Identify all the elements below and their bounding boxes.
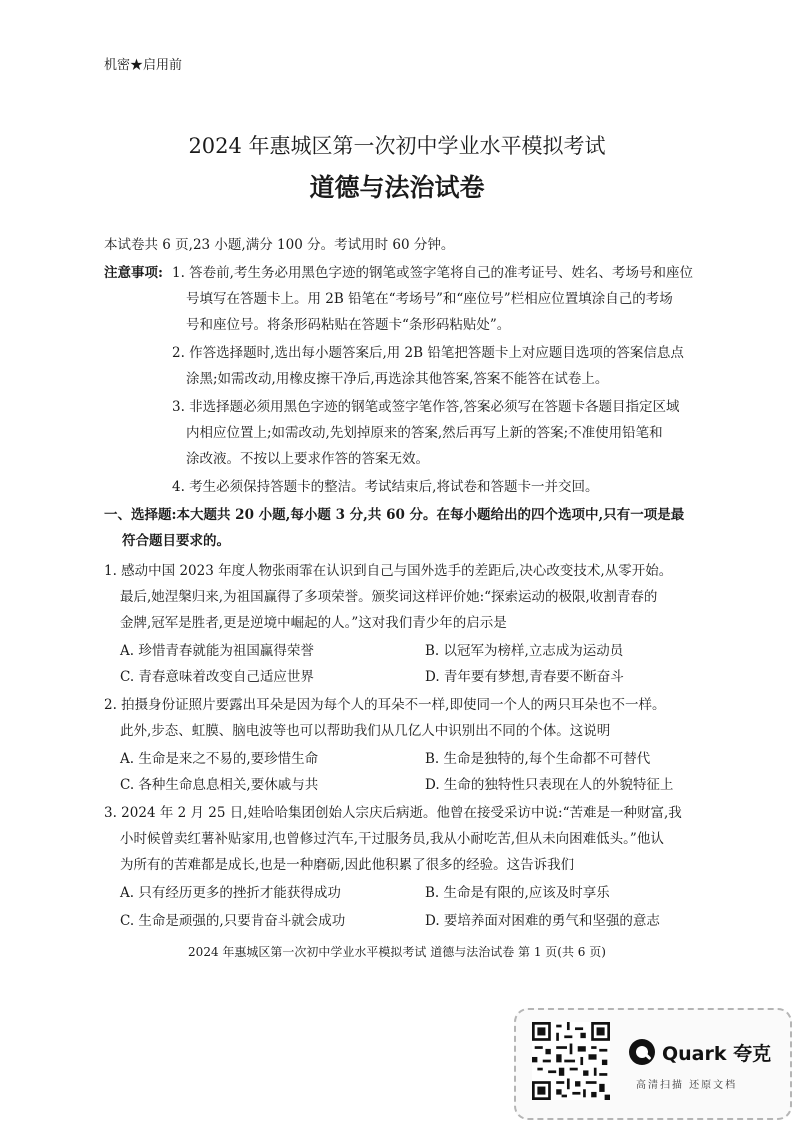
question-3-option-b: B. 生命是有限的,应该及时享乐 xyxy=(425,885,610,901)
question-1-option-a: A. 珍惜青春就能为祖国赢得荣誉 xyxy=(120,643,314,659)
question-1-stem: 1. 感动中国 2023 年度人物张雨霏在认识到自己与国外选手的差距后,决心改变技术,从零开始。 xyxy=(104,563,673,579)
page-footer: 2024 年惠城区第一次初中学业水平模拟考试 道德与法治试卷 第 1 页(共 6 页) xyxy=(188,945,606,959)
question-2-option-c: C. 各种生命息息相关,要休戚与共 xyxy=(120,777,319,793)
question-2-option-d: D. 生命的独特性只表现在人的外貌特征上 xyxy=(425,777,674,793)
exam-title: 2024 年惠城区第一次初中学业水平模拟考试 xyxy=(188,134,606,158)
notice-line: 3. 非选择题必须用黑色字迹的钢笔或签字笔作答,答案必须写在答题卡各题目指定区域 xyxy=(172,399,680,415)
question-2-option-b: B. 生命是独特的,每个生命都不可替代 xyxy=(425,751,651,767)
question-1-stem: 金牌,冠军是胜者,更是逆境中崛起的人。”这对我们青少年的启示是 xyxy=(120,615,507,631)
notice-label: 注意事项: xyxy=(104,265,163,281)
question-3-option-a: A. 只有经历更多的挫折才能获得成功 xyxy=(120,885,341,901)
notice-line: 1. 答卷前,考生务必用黑色字迹的钢笔或签字笔将自己的准考证号、姓名、考场号和座位 xyxy=(172,265,693,281)
question-1-option-b: B. 以冠军为榜样,立志成为运动员 xyxy=(425,643,624,659)
question-3-option-d: D. 要培养面对困难的勇气和坚强的意志 xyxy=(425,913,660,929)
quark-slogan: 高清扫描 还原文档 xyxy=(636,1080,738,1091)
qr-code-icon xyxy=(532,1022,610,1100)
question-3-stem: 3. 2024 年 2 月 25 日,娃哈哈集团创始人宗庆后病逝。他曾在接受采访中说:“苦难是一种财富,我 xyxy=(104,805,682,821)
question-2-stem: 2. 拍摄身份证照片要露出耳朵是因为每个人的耳朵不一样,即使同一个人的两只耳朵也不一样。 xyxy=(104,697,666,713)
question-1-option-c: C. 青春意味着改变自己适应世界 xyxy=(120,669,314,685)
question-2-stem: 此外,步态、虹膜、脑电波等也可以帮助我们从几亿人中识别出不同的个体。这说明 xyxy=(120,723,611,739)
question-3-stem: 为所有的苦难都是成长,也是一种磨砺,因此他积累了很多的经验。这告诉我们 xyxy=(120,857,575,873)
section-heading: 符合题目要求的。 xyxy=(122,533,230,549)
notice-line: 内相应位置上;如需改动,先划掉原来的答案,然后再写上新的答案;不准使用铅笔和 xyxy=(186,425,663,441)
intro-text: 本试卷共 6 页,23 小题,满分 100 分。考试用时 60 分钟。 xyxy=(104,237,455,253)
quark-watermark xyxy=(514,1008,792,1120)
notice-line: 涂改液。不按以上要求作答的答案无效。 xyxy=(186,451,429,467)
confidential-label: 机密★启用前 xyxy=(104,58,183,73)
question-1-stem: 最后,她涅槃归来,为祖国赢得了多项荣誉。颁奖词这样评价她:“探索运动的极限,收割青春的 xyxy=(120,589,658,605)
notice-line: 号填写在答题卡上。用 2B 铅笔在“考场号”和“座位号”栏相应位置填涂自己的考场 xyxy=(186,291,673,307)
question-3-option-c: C. 生命是顽强的,只要肯奋斗就会成功 xyxy=(120,913,346,929)
question-3-stem: 小时候曾卖红薯补贴家用,也曾修过汽车,干过服务员,我从小耐吃苦,但从未向困难低头。”他认 xyxy=(120,831,664,847)
question-2-option-a: A. 生命是来之不易的,要珍惜生命 xyxy=(120,751,319,767)
notice-line: 号和座位号。将条形码粘贴在答题卡“条形码粘贴处”。 xyxy=(186,317,511,333)
section-heading: 一、选择题:本大题共 20 小题,每小题 3 分,共 60 分。在每小题给出的四个选项中,只有一项是最 xyxy=(104,507,685,523)
notice-line: 涂黑;如需改动,用橡皮擦干净后,再选涂其他答案,答案不能答在试卷上。 xyxy=(186,371,609,387)
notice-line: 2. 作答选择题时,选出每小题答案后,用 2B 铅笔把答题卡上对应题目选项的答案信息点 xyxy=(172,345,684,361)
exam-subject: 道德与法治试卷 xyxy=(309,173,485,202)
question-1-option-d: D. 青年要有梦想,青春要不断奋斗 xyxy=(425,669,624,685)
quark-logo xyxy=(628,1038,771,1066)
quark-brand-text: Quark 夸克 xyxy=(662,1042,772,1065)
notice-line: 4. 考生必须保持答题卡的整洁。考试结束后,将试卷和答题卡一并交回。 xyxy=(172,479,599,495)
quark-logo-icon xyxy=(628,1038,656,1066)
